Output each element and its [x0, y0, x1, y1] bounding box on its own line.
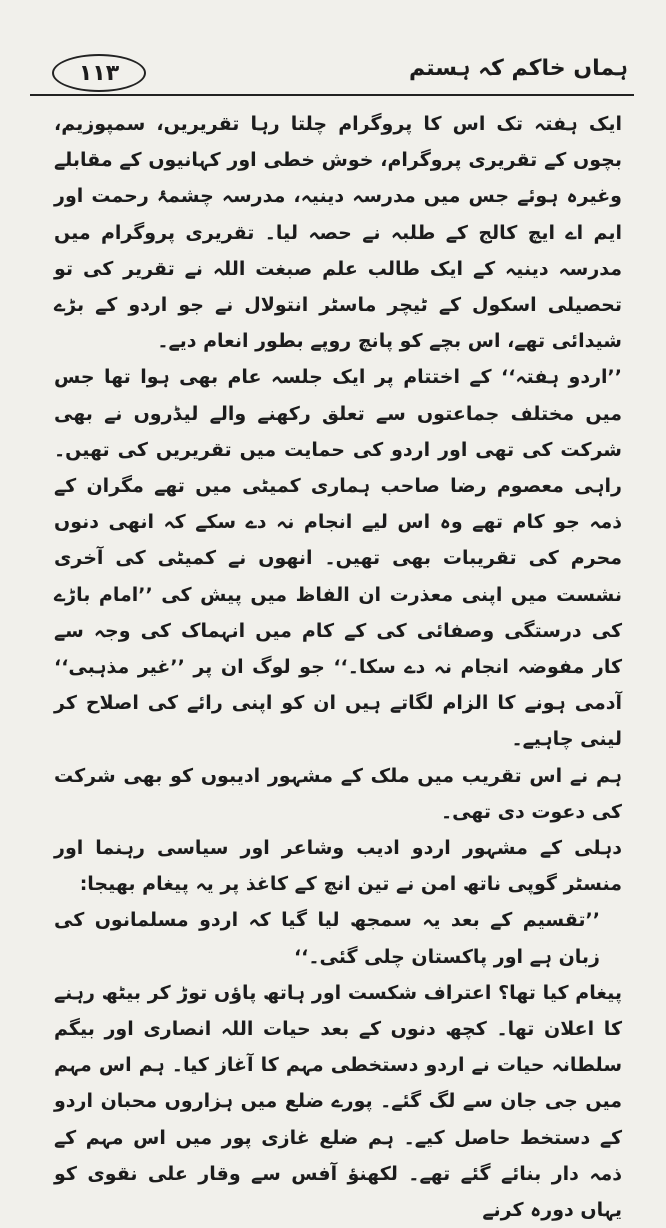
running-title: ہماں خاکم کہ ہستم	[408, 56, 628, 81]
paragraph: ’’اردو ہفتہ‘‘ کے اختتام پر ایک جلسہ عام بھی ہوا تھا جس میں مختلف جماعتوں سے تعلق رکھنے والے لیڈروں نے بھی شرکت کی تھی اور اردو کی حمایت میں تقریریں کی تھیں۔ راہی معصوم رضا صاحب ہماری کمیٹی میں تھے مگران کے ذمہ جو کام تھے وہ اس لیے انجام نہ دے سکے کہ انھی دنوں محرم کی تقریبات بھی تھیں۔ انھوں نے کمیٹی کی آخری نشست میں اپنی معذرت ان الفاظ میں پیش کی ’’امام باڑے کی درستگی وصفائی کی کے کام میں انہماک کی وجہ سے کار مفوضہ انجام نہ دے سکا۔‘‘ جو لوگ ان پر ’’غیر مذہبی‘‘ آدمی ہونے کا الزام لگاتے ہیں ان کو اپنی رائے کی اصلاح کر لینی چاہیے۔	[54, 366, 622, 751]
paragraph: پیغام کیا تھا؟ اعتراف شکست اور ہاتھ پاؤں توڑ کر بیٹھ رہنے کا اعلان تھا۔ کچھ دنوں کے بعد حیات اللہ انصاری اور بیگم سلطانہ حیات نے اردو دستخطی مہم کا آغاز کیا۔ ہم اس مہم میں جی جان سے لگ گئے۔ پورے ضلع میں ہزاروں محبان اردو کے دستخط حاصل کیے۔ ہم ضلع غازی پور میں اس مہم کے ذمہ دار بنائے گئے تھے۔ لکھنؤ آفس سے وقار علی نقوی کو یہاں دورہ کرنے	[54, 981, 622, 1222]
page-number-badge	[52, 54, 146, 92]
quoted-message: ’’تقسیم کے بعد یہ سمجھ لیا گیا کہ اردو مسلمانوں کی زبان ہے اور پاکستان چلی گئی۔‘‘	[54, 909, 600, 968]
header-rule	[30, 94, 634, 96]
paragraph: ہم نے اس تقریب میں ملک کے مشہور ادیبوں کو بھی شرکت کی دعوت دی تھی۔	[54, 764, 622, 823]
paragraph: دہلی کے مشہور اردو ادیب وشاعر اور سیاسی رہنما اور منسٹر گوپی ناتھ امن نے تین انچ کے کاغذ پر یہ پیغام بھیجا:	[54, 837, 622, 896]
page-header	[30, 48, 634, 98]
page-number: ۱۱۳	[78, 60, 120, 86]
body-text	[54, 106, 622, 1228]
paragraph: ایک ہفتہ تک اس کا پروگرام چلتا رہا تقریریں، سمپوزیم، بچوں کے تقریری پروگرام، خوش خطی اور کہانیوں کے مقابلے وغیرہ ہوئے جس میں مدرسہ دینیہ، مدرسہ چشمۂ رحمت اور ایم اے ایچ کالج کے طلبہ نے حصہ لیا۔ تقریری پروگرام میں مدرسہ دینیہ کے ایک طالب علم صبغت اللہ نے تقریر کی تو تحصیلی اسکول کے ٹیچر ماسٹر انتولال نے جو اردو کے بڑے شیدائی تھے، اس بچے کو پانچ روپے بطور انعام دیے۔	[54, 113, 622, 353]
